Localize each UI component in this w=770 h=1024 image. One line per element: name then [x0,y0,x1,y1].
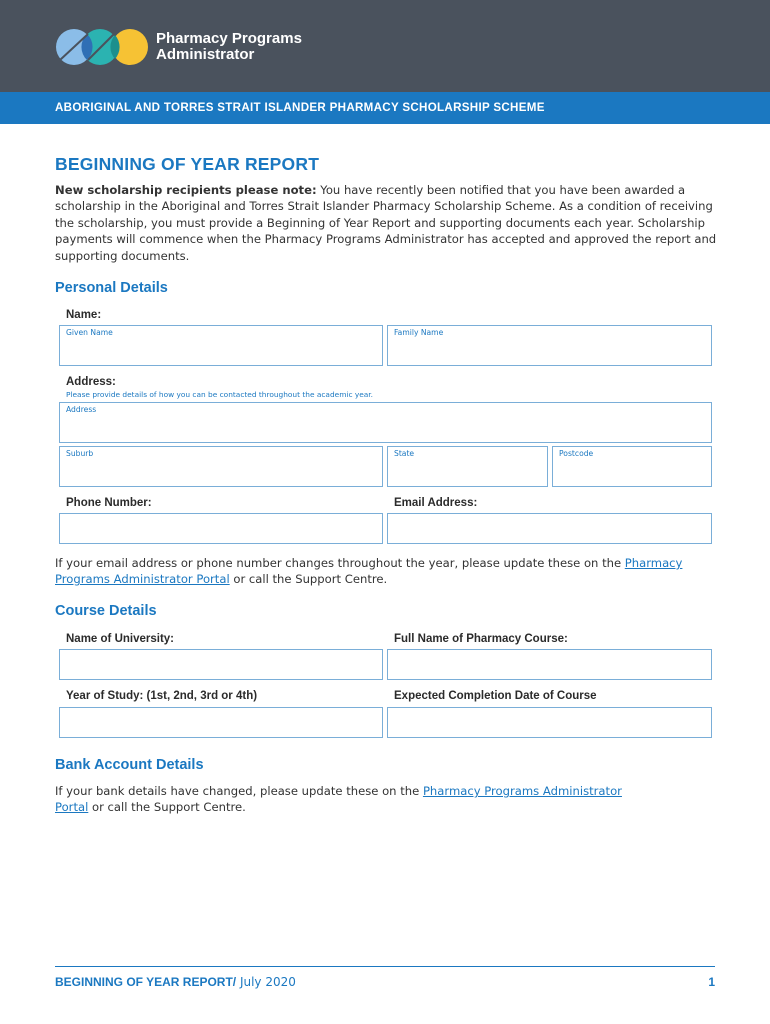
address-hint: Please provide details of how you can be contacted throughout the academic year. [66,390,374,399]
bank-note-text-2: or call the Support Centre. [88,800,246,815]
intro-bold: New scholarship recipients please note: [55,183,317,197]
suburb-field[interactable] [59,446,383,487]
logo-line-1: Pharmacy Programs [156,30,302,47]
logo-circles-icon [54,27,152,67]
name-label: Name: [66,309,102,321]
bank-update-note [55,783,725,816]
scheme-banner [0,92,770,124]
footer-report-name: BEGINNING OF YEAR REPORT/ [55,975,237,989]
footer-title [55,975,296,989]
logo [54,27,302,67]
email-label: Email Address: [394,497,478,509]
intro-paragraph [55,182,720,264]
contact-note-text-2: or call the Support Centre. [229,572,388,587]
state-placeholder: State [394,449,415,458]
banner-text: ABORIGINAL AND TORRES STRAIT ISLANDER PHARMACY SCHOLARSHIP SCHEME [55,101,545,114]
portal-link[interactable]: Pharmacy Programs Administrator Portal [55,556,683,587]
page-number: 1 [708,975,715,989]
state-field[interactable] [387,446,548,487]
bank-note-text-1: If your bank details have changed, please update these on the [55,784,423,798]
postcode-field[interactable] [552,446,712,487]
page-title: BEGINNING OF YEAR REPORT [55,154,320,174]
year-of-study-field[interactable] [59,707,383,738]
address-field[interactable] [59,402,712,443]
course-name-label: Full Name of Pharmacy Course: [394,633,568,645]
personal-details-heading: Personal Details [55,280,168,296]
phone-field[interactable] [59,513,383,544]
intro-text: You have recently been notified that you have been awarded a scholarship in the Aboriginal and Torres Strait Islander Pharmacy Scholarship Scheme. As a condition of receiving the scholarship, you must provide a Beginning of Year Report and supporting documents each year. Scholarship payments will commence when the Pharmacy Programs Administrator has accepted and approved the report and supporting documents. [55,183,717,263]
footer-divider [55,966,715,967]
logo-line-2: Administrator [156,46,255,63]
family-name-field[interactable] [387,325,712,366]
university-label: Name of University: [66,633,175,645]
phone-label: Phone Number: [66,497,152,509]
page-header [0,0,770,92]
course-details-heading: Course Details [55,603,157,619]
bank-portal-link-b[interactable]: Portal [55,800,89,815]
given-name-placeholder: Given Name [66,328,113,337]
university-field[interactable] [59,649,383,680]
year-of-study-label: Year of Study: (1st, 2nd, 3rd or 4th) [66,690,258,702]
postcode-placeholder: Postcode [559,449,594,458]
given-name-field[interactable] [59,325,383,366]
address-label: Address: [66,376,116,388]
bank-details-heading: Bank Account Details [55,757,204,773]
address-placeholder: Address [66,405,97,414]
family-name-placeholder: Family Name [394,328,444,337]
contact-note-text-1: If your email address or phone number changes throughout the year, please update these on the [55,556,625,570]
contact-update-note [55,555,725,588]
footer-date: July 2020 [236,975,296,989]
course-name-field[interactable] [387,649,712,680]
bank-portal-link-a[interactable]: Pharmacy Programs Administrator [422,784,622,798]
suburb-placeholder: Suburb [66,449,94,458]
completion-date-label: Expected Completion Date of Course [394,690,597,702]
completion-date-field[interactable] [387,707,712,738]
email-field[interactable] [387,513,712,544]
